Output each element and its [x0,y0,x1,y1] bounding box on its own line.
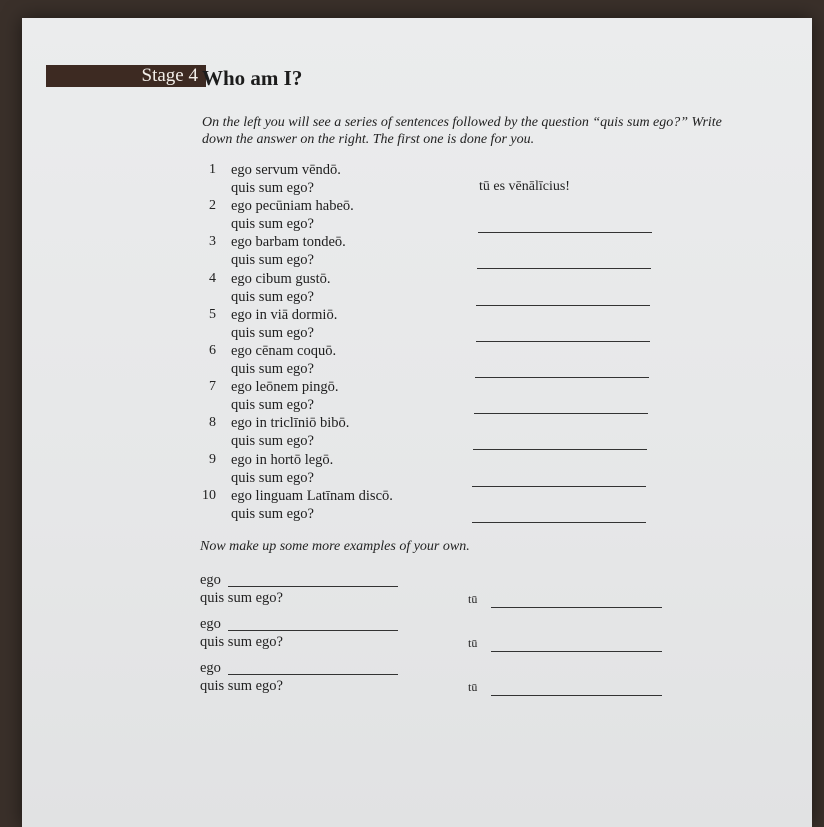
item-sentence: ego linguam Latīnam discō. [231,487,393,504]
item-number: 7 [209,379,216,395]
item-question: quis sum ego? [231,397,314,414]
example-tu-blank[interactable] [491,607,662,608]
item-question: quis sum ego? [231,216,314,233]
item-answer: tū es vēnālīcius! [479,179,570,194]
example-tu-label: tū [468,592,478,606]
item-question: quis sum ego? [231,361,314,377]
item-number: 3 [209,234,216,250]
item-number: 9 [209,451,216,467]
answer-blank[interactable] [478,232,652,233]
instructions: On the left you will see a series of sentences followed by the question “quis sum ego?” Write down the answer on the right. The first one is done for you. [202,115,722,147]
example-tu-blank[interactable] [491,651,662,652]
example-ego-blank[interactable] [228,674,398,675]
page-title: Who am I? [202,66,303,90]
answer-blank[interactable] [477,268,651,269]
item-question: quis sum ego? [231,324,314,341]
item-number: 8 [209,415,216,431]
example-tu-blank[interactable] [491,695,662,696]
item-question: quis sum ego? [231,180,314,196]
item-number: 1 [209,162,216,177]
item-sentence: ego in viā dormiō. [231,306,338,323]
item-sentence: ego leōnem pingō. [231,379,339,396]
stage-label: Stage 4 [46,65,206,87]
answer-blank[interactable] [472,522,646,523]
example-tu-label: tū [468,636,478,650]
item-question: quis sum ego? [231,433,314,450]
example-ego-label: ego [200,660,221,676]
item-question: quis sum ego? [231,252,314,269]
example-question: quis sum ego? [200,634,283,650]
item-number: 4 [209,270,216,286]
item-number: 2 [209,198,216,214]
answer-blank[interactable] [472,486,646,487]
example-question: quis sum ego? [200,590,283,606]
item-number: 10 [202,487,216,503]
item-question: quis sum ego? [231,288,314,305]
item-number: 6 [209,343,216,358]
answer-blank[interactable] [473,449,647,450]
item-number: 5 [209,306,216,322]
item-sentence: ego pecūniam habeō. [231,198,354,215]
worksheet-page [22,18,812,827]
item-sentence: ego cēnam coquō. [231,343,337,359]
answer-blank[interactable] [475,377,649,378]
item-sentence: ego in hortō legō. [231,451,334,468]
example-tu-label: tū [468,680,478,694]
answer-blank[interactable] [474,413,648,414]
item-question: quis sum ego? [231,505,314,522]
example-ego-label: ego [200,572,221,588]
example-question: quis sum ego? [200,678,283,694]
item-sentence: ego in triclīniō bibō. [231,415,350,432]
item-sentence: ego servum vēndō. [231,162,341,178]
item-sentence: ego barbam tondeō. [231,234,346,251]
example-ego-blank[interactable] [228,630,398,631]
example-ego-label: ego [200,616,221,632]
item-sentence: ego cibum gustō. [231,270,331,287]
example-ego-blank[interactable] [228,586,398,587]
answer-blank[interactable] [476,305,650,306]
own-examples-heading: Now make up some more examples of your own. [200,539,470,554]
item-question: quis sum ego? [231,469,314,486]
answer-blank[interactable] [476,341,650,342]
